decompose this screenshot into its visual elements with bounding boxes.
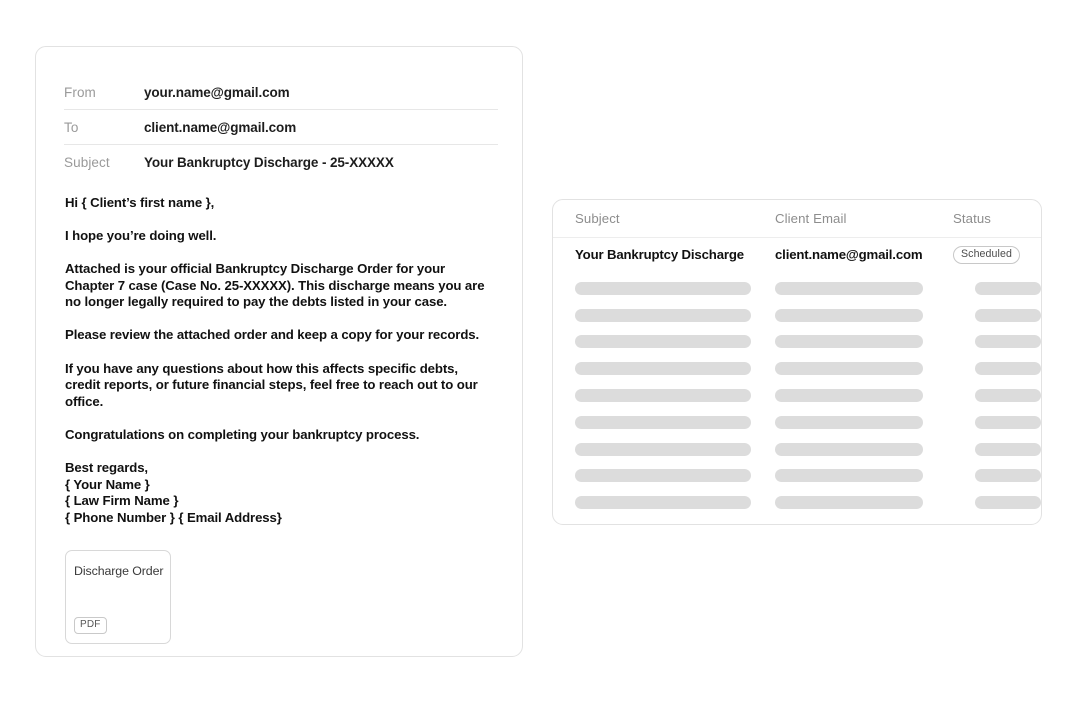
email-queue-panel bbox=[552, 199, 1042, 525]
email-body[interactable] bbox=[65, 195, 495, 526]
placeholder-bar-subject bbox=[575, 282, 751, 295]
from-value[interactable]: your.name@gmail.com bbox=[144, 84, 290, 100]
placeholder-bar-email bbox=[775, 496, 923, 509]
email-field-subject[interactable] bbox=[64, 145, 498, 179]
placeholder-bar-status bbox=[975, 443, 1041, 456]
status-badge: Scheduled bbox=[953, 246, 1020, 264]
email-header-fields bbox=[64, 75, 498, 179]
row-status bbox=[953, 245, 1042, 264]
email-signature bbox=[65, 460, 495, 526]
placeholder-row bbox=[575, 436, 1041, 463]
queue-table-header bbox=[553, 200, 1041, 238]
placeholder-row bbox=[575, 329, 1041, 356]
to-value[interactable]: client.name@gmail.com bbox=[144, 119, 297, 135]
email-field-from[interactable] bbox=[64, 75, 498, 110]
signature-line: { Phone Number } { Email Address} bbox=[65, 509, 282, 525]
placeholder-bar-subject bbox=[575, 362, 751, 375]
email-body-paragraph: If you have any questions about how this affects specific debts, credit reports, or future financial steps, feel free to reach out to our office. bbox=[65, 360, 478, 409]
placeholder-bar-subject bbox=[575, 443, 751, 456]
signature-line: Best regards, bbox=[65, 459, 148, 475]
placeholder-bar-status bbox=[975, 335, 1041, 348]
placeholder-bar-subject bbox=[575, 389, 751, 402]
email-body-paragraph: Hi { Client’s first name }, bbox=[65, 195, 215, 210]
placeholder-bar-status bbox=[975, 416, 1041, 429]
column-header-subject[interactable]: Subject bbox=[575, 211, 620, 226]
signature-line: { Law Firm Name } bbox=[65, 493, 179, 509]
placeholder-bar-email bbox=[775, 362, 923, 375]
placeholder-bar-email bbox=[775, 389, 923, 402]
placeholder-row bbox=[575, 355, 1041, 382]
placeholder-bar-status bbox=[975, 389, 1041, 402]
email-body-paragraph: Please review the attached order and keep a copy for your records. bbox=[65, 327, 480, 343]
placeholder-bar-status bbox=[975, 309, 1041, 322]
email-body-paragraph: Congratulations on completing your bankruptcy process. bbox=[65, 426, 420, 442]
placeholder-bar-status bbox=[975, 496, 1041, 509]
row-client-email: client.name@gmail.com bbox=[775, 247, 923, 262]
email-body-paragraph: I hope you’re doing well. bbox=[65, 228, 217, 244]
placeholder-row bbox=[575, 463, 1041, 490]
placeholder-bar-subject bbox=[575, 496, 751, 509]
placeholder-bar-email bbox=[775, 335, 923, 348]
subject-label: Subject bbox=[64, 154, 110, 170]
placeholder-row bbox=[575, 489, 1041, 516]
column-header-status[interactable]: Status bbox=[953, 211, 991, 226]
placeholder-row bbox=[575, 275, 1041, 302]
placeholder-bar-email bbox=[775, 469, 923, 482]
email-body-paragraph: Attached is your official Bankruptcy Discharge Order for your Chapter 7 case (Case No. 25-XXXXX). This discharge means you are no longer legally required to pay the debts listed in your case. bbox=[65, 261, 485, 310]
email-field-to[interactable] bbox=[64, 110, 498, 145]
placeholder-row bbox=[575, 382, 1041, 409]
placeholder-bar-email bbox=[775, 416, 923, 429]
placeholder-bar-subject bbox=[575, 335, 751, 348]
placeholder-bar-email bbox=[775, 309, 923, 322]
placeholder-row bbox=[575, 409, 1041, 436]
email-composer-card bbox=[35, 46, 523, 657]
placeholder-bar-status bbox=[975, 282, 1041, 295]
placeholder-row bbox=[575, 302, 1041, 329]
placeholder-bar-subject bbox=[575, 416, 751, 429]
attachment-card[interactable] bbox=[65, 550, 171, 644]
placeholder-bar-email bbox=[775, 443, 923, 456]
placeholder-bar-status bbox=[975, 469, 1041, 482]
placeholder-bar-email bbox=[775, 282, 923, 295]
row-subject: Your Bankruptcy Discharge bbox=[575, 247, 744, 262]
placeholder-rows bbox=[553, 271, 1041, 516]
attachment-name: Discharge Order bbox=[74, 564, 164, 578]
pdf-badge: PDF bbox=[74, 617, 107, 634]
placeholder-bar-subject bbox=[575, 309, 751, 322]
placeholder-bar-status bbox=[975, 362, 1041, 375]
subject-value[interactable]: Your Bankruptcy Discharge - 25-XXXXX bbox=[144, 154, 394, 170]
to-label: To bbox=[64, 119, 79, 135]
placeholder-bar-subject bbox=[575, 469, 751, 482]
table-row[interactable] bbox=[553, 238, 1041, 271]
column-header-client-email[interactable]: Client Email bbox=[775, 211, 847, 226]
from-label: From bbox=[64, 84, 96, 100]
signature-line: { Your Name } bbox=[65, 476, 150, 492]
